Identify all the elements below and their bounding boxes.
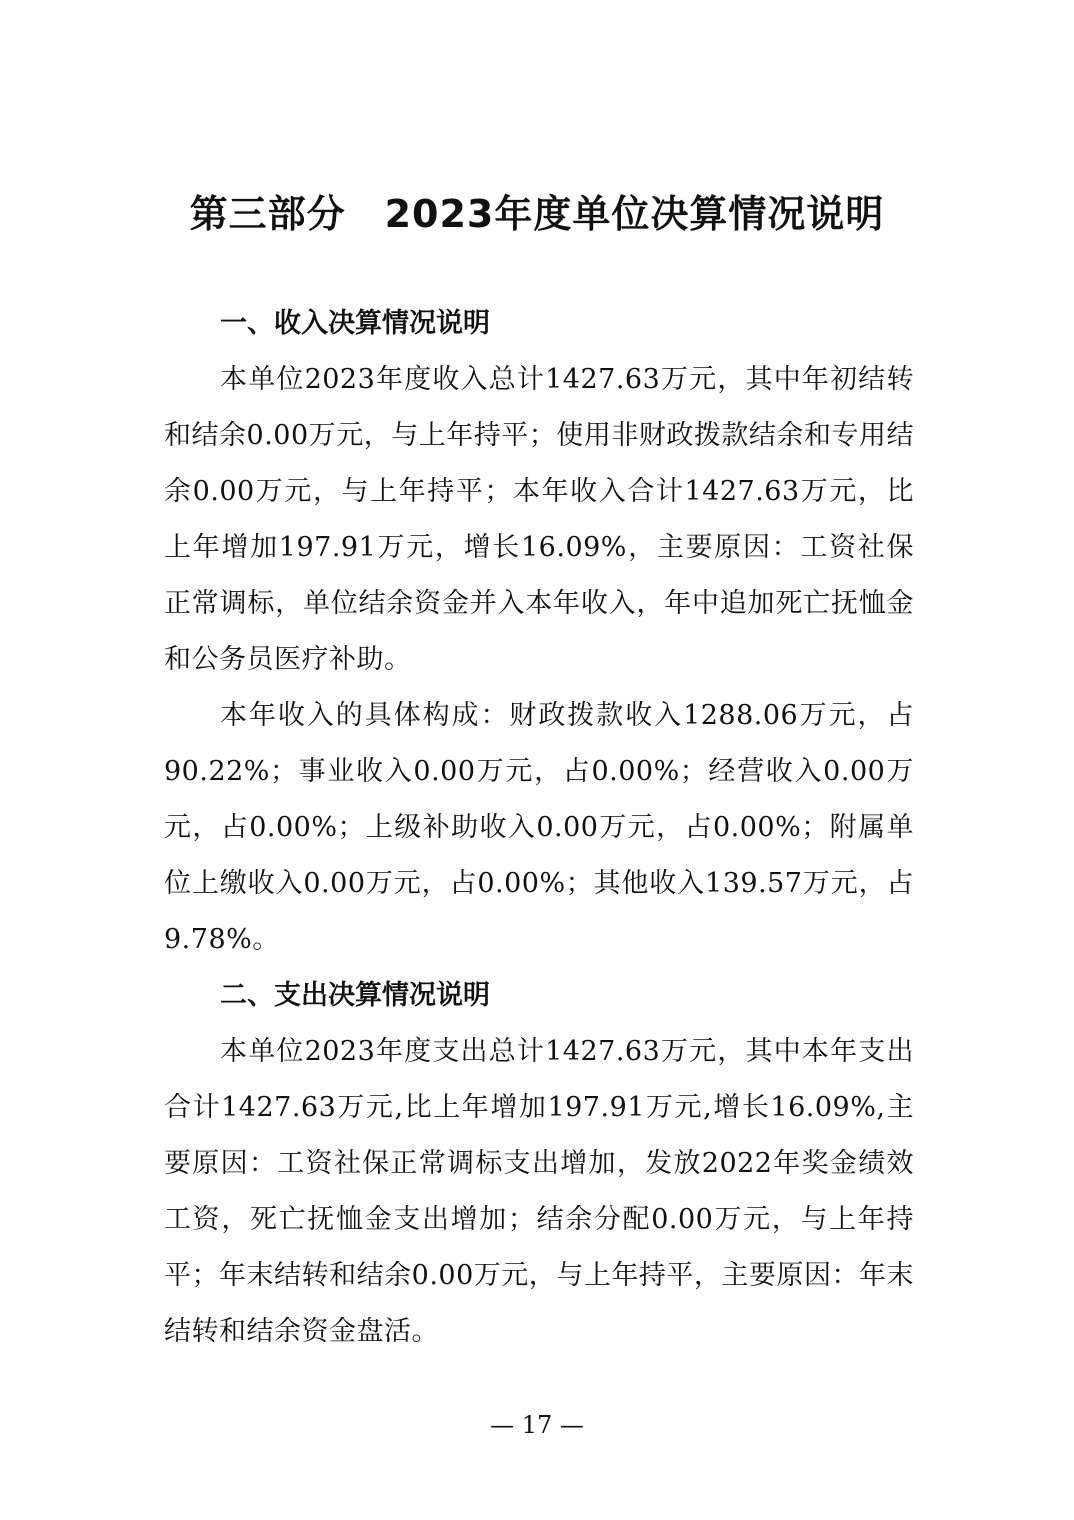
document-body	[164, 296, 914, 1360]
expenditure-total-paragraph: 本单位2023年度支出总计1427.63万元，其中本年支出合计1427.63万元,比上年增加197.91万元,增长16.09%,主要原因：工资社保正常调标支出增加，发放2022年奖金绩效工资，死亡抚恤金支出增加；结余分配0.00万元，与上年持平；年末结转和结余0.00万元，与上年持平，主要原因：年末结转和结余资金盘活。	[164, 1036, 914, 1347]
income-section-heading: 一、收入决算情况说明	[220, 308, 490, 339]
income-total-paragraph: 本单位2023年度收入总计1427.63万元，其中年初结转和结余0.00万元，与上年持平；使用非财政拨款结余和专用结余0.00万元，与上年持平；本年收入合计1427.63万元，比上年增加197.91万元，增长16.09%，主要原因：工资社保正常调标，单位结余资金并入本年收入，年中追加死亡抚恤金和公务员医疗补助。	[164, 364, 914, 675]
expenditure-section-heading: 二、支出决算情况说明	[220, 980, 490, 1011]
expenditure-section	[164, 968, 914, 1360]
page-title: 第三部分 2023年度单位决算情况说明	[189, 192, 885, 236]
page-number: — 17 —	[490, 1411, 584, 1439]
income-section	[164, 296, 914, 968]
income-composition-paragraph: 本年收入的具体构成：财政拨款收入1288.06万元，占90.22%；事业收入0.00万元，占0.00%；经营收入0.00万元，占0.00%；上级补助收入0.00万元，占0.00%；附属单位上缴收入0.00万元，占0.00%；其他收入139.57万元，占9.78%。	[164, 700, 914, 955]
